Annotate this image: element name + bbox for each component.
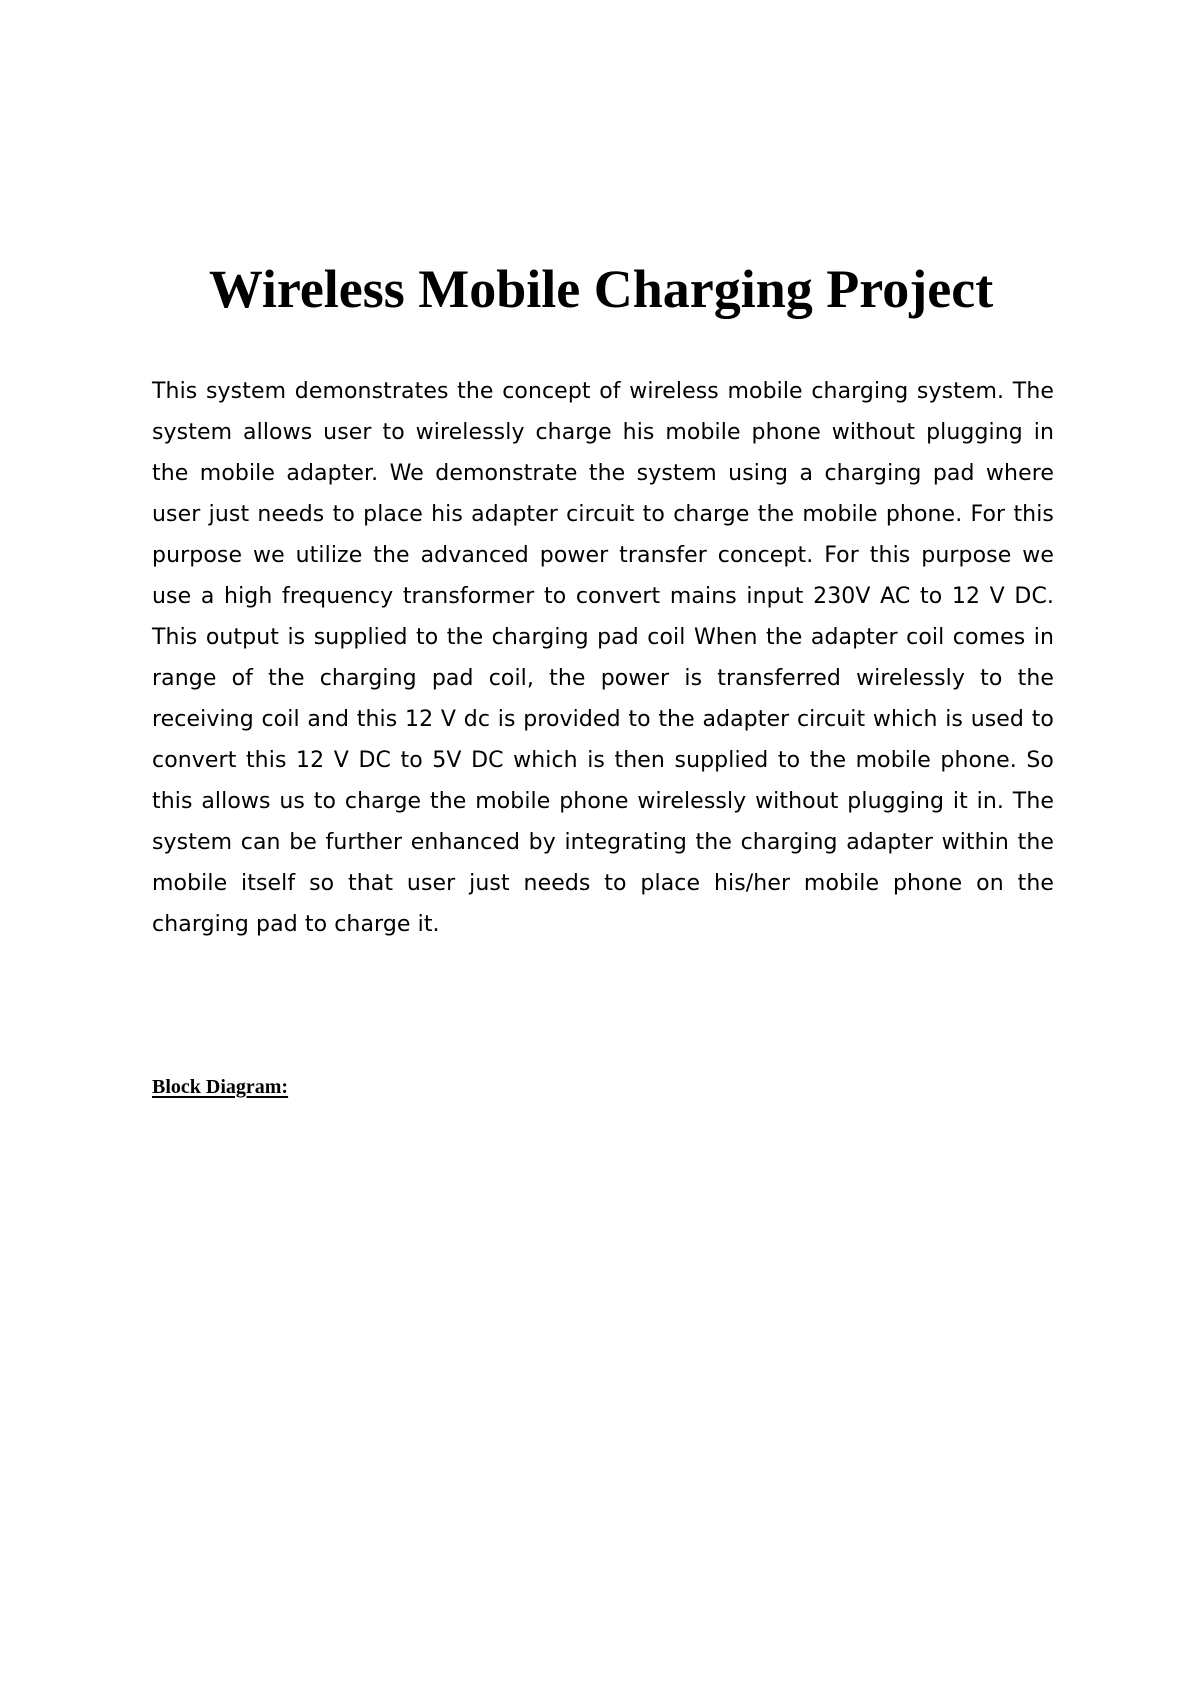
block-diagram-heading: Block Diagram: xyxy=(152,1076,289,1098)
body-paragraph: This system demonstrates the concept of wireless mobile charging system. The system allows user to wirelessly charge his mobile phone without plugging in the mobile adapter. We demonstrate the system using a charging pad where user just needs to place his adapter circuit to charge the mobile phone. For this purpose we utilize the advanced power transfer concept. For this purpose we use a high frequency transformer to convert mains input 230V AC to 12 V DC. This output is supplied to the charging pad coil When the adapter coil comes in range of the charging pad coil, the power is transferred wirelessly to the receiving coil and this 12 V dc is provided to the adapter circuit which is used to convert this 12 V DC to 5V DC which is then supplied to the mobile phone. So this allows us to charge the mobile phone wirelessly without plugging it in. The system can be further enhanced by integrating the charging adapter within the mobile itself so that user just needs to place his/her mobile phone on the charging pad to charge it. xyxy=(152,379,1054,937)
document-title: Wireless Mobile Charging Project xyxy=(208,259,994,319)
